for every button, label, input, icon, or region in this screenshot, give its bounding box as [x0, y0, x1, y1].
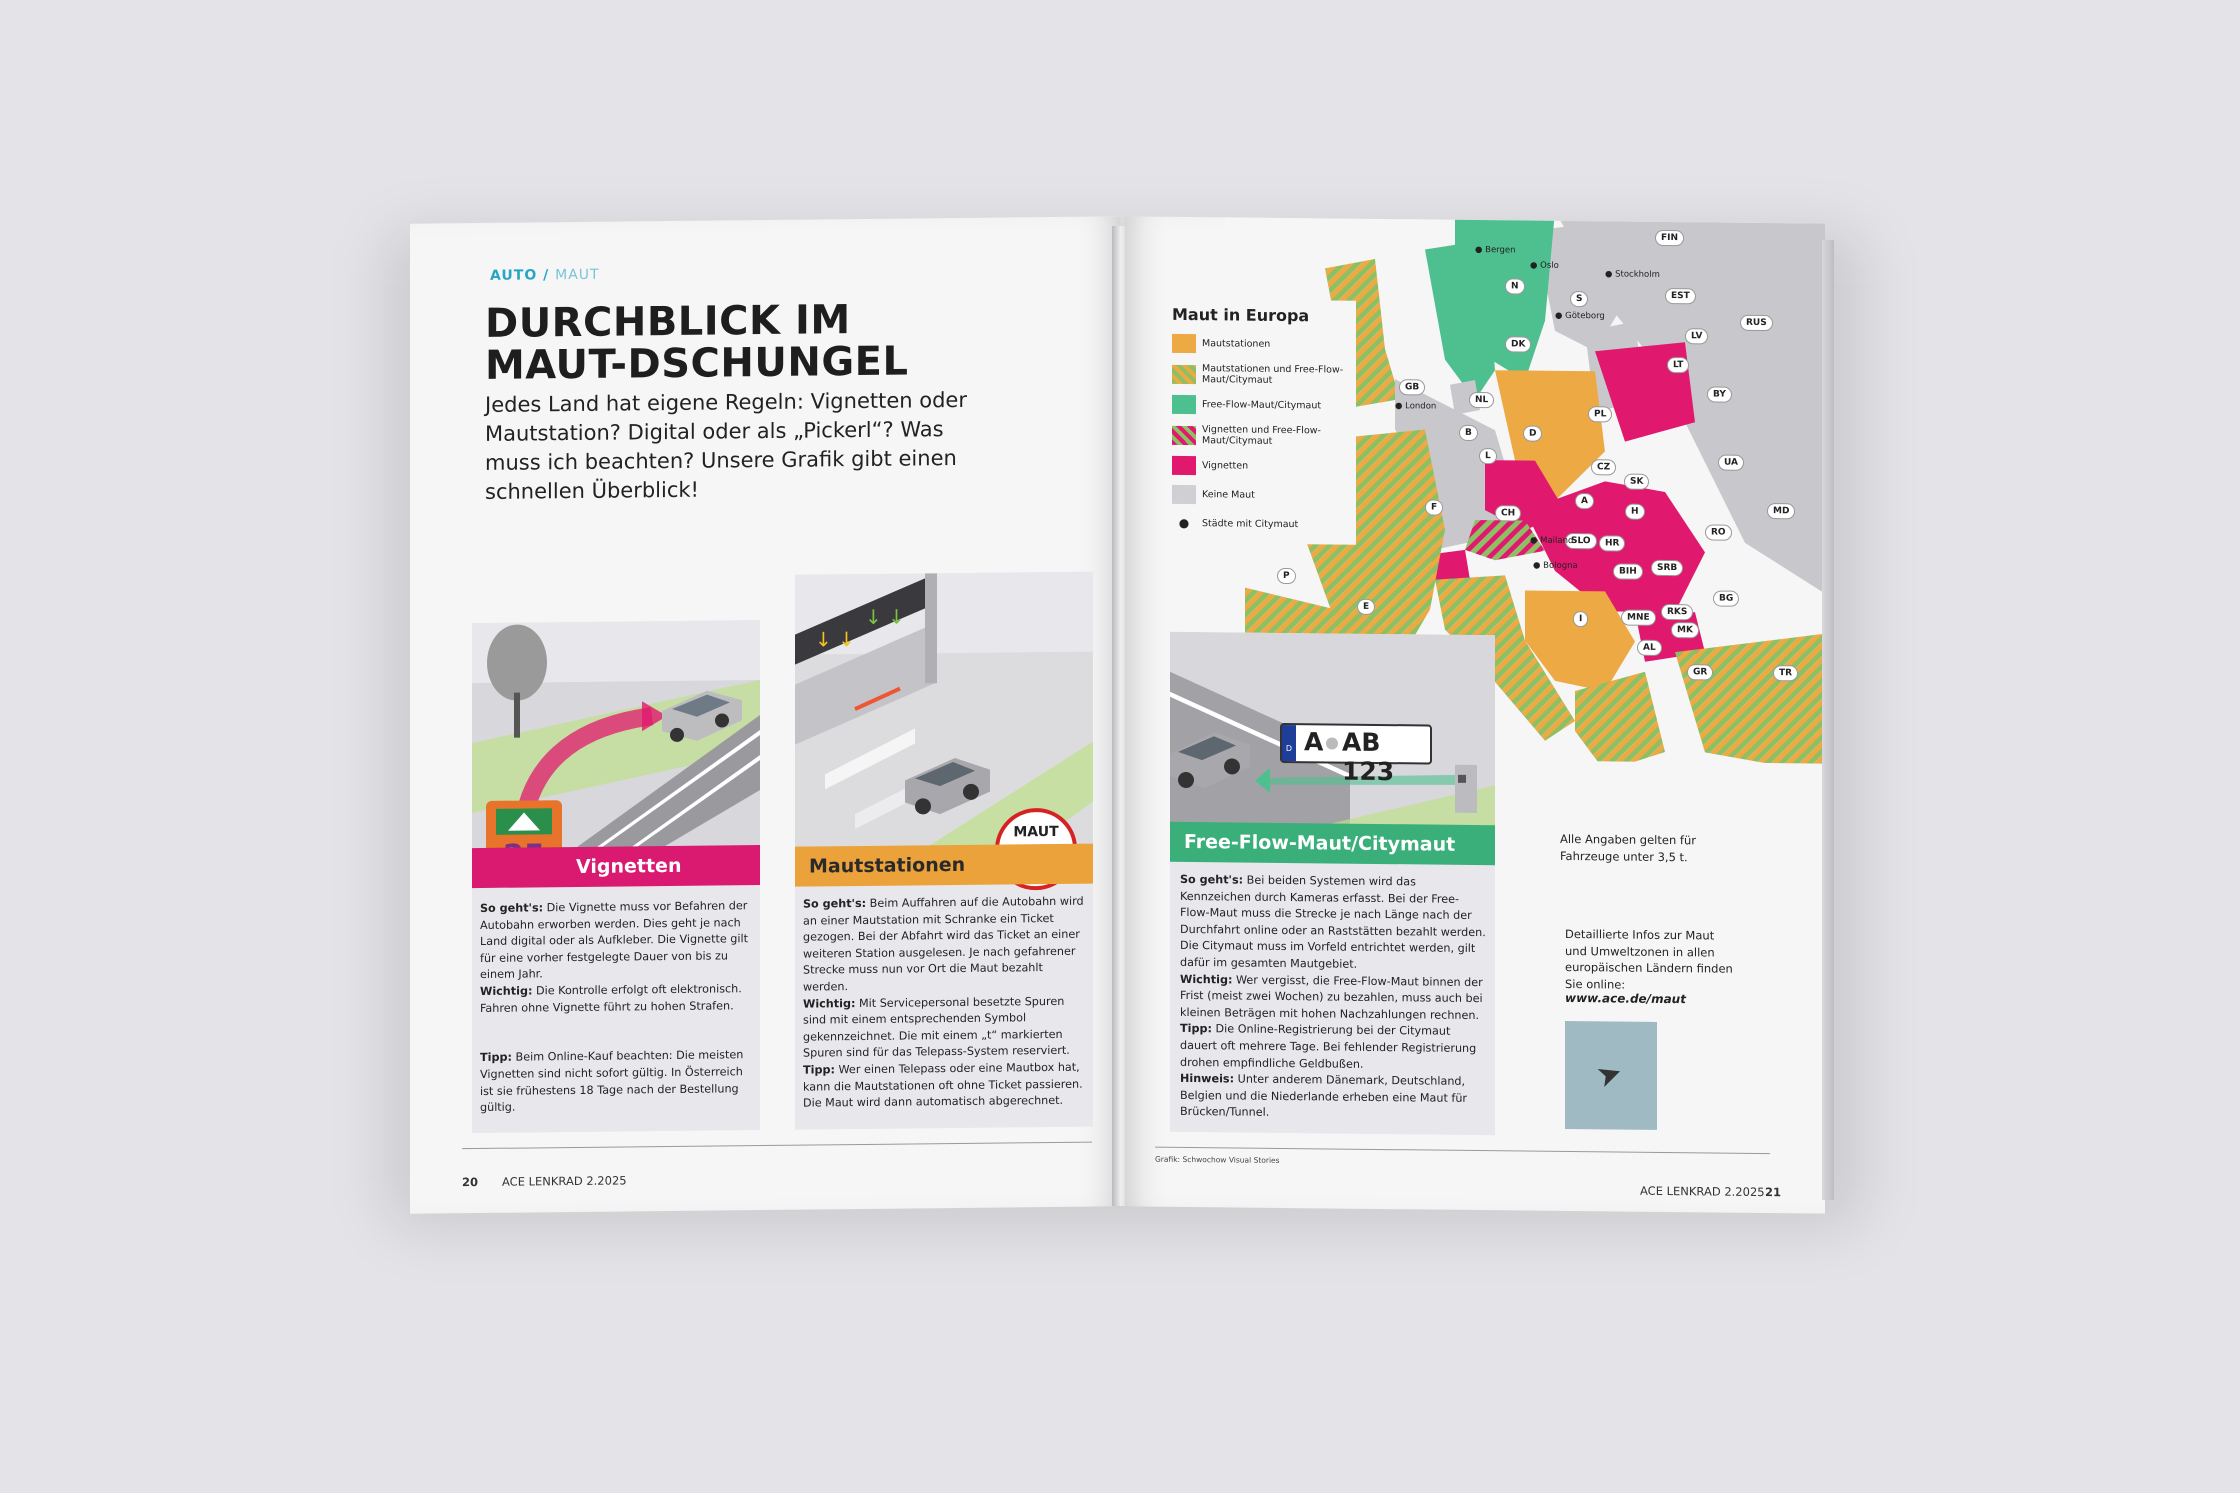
svg-text:↓ ↓: ↓ ↓: [815, 627, 855, 652]
country-label: FIN: [1655, 230, 1684, 246]
vignetten-text: So geht's: Die Vignette muss vor Befahren der Autobahn erworben werden. Dies geht je nach Land digital oder als Aufkleber. Die Vignette gilt für eine vorher festgelegte Dauer von bis zu einem Jahr. Wichtig: Die Kontrolle erfolgt oft elektronisch. Fahren ohne Vignette führt zu hohen Strafen. Tipp: Beim Online-Kauf beachten: Die meisten Vignetten sind nicht sofort gültig. In Österreich ist sie frühestens 18 Tage nach der Bestellung gültig.: [480, 899, 748, 1115]
country-label: CZ: [1591, 459, 1616, 475]
plate-seal-icon: [1326, 737, 1338, 749]
country-label: B: [1459, 425, 1478, 441]
maut-sign: MAUT: [995, 808, 1077, 891]
country-label: RUS: [1740, 315, 1773, 331]
legend-item: Free-Flow-Maut/Citymaut: [1172, 395, 1352, 416]
legend-item: Vignetten und Free-Flow-Maut/Citymaut: [1172, 424, 1352, 448]
city-label: ● Bergen: [1475, 245, 1516, 256]
page-number-right: 21: [1765, 1185, 1782, 1200]
page-number-left: 20: [462, 1175, 479, 1190]
ace-link[interactable]: www.ace.de/maut: [1565, 990, 1686, 1007]
left-page: [410, 216, 1120, 1213]
svg-text:↓ ↓: ↓ ↓: [865, 604, 905, 629]
country-label: MK: [1671, 622, 1699, 638]
country-label: H: [1625, 504, 1645, 520]
country-label: LT: [1667, 357, 1689, 373]
legend-item: ● Städte mit Citymaut: [1172, 514, 1352, 535]
legend-item: Keine Maut: [1172, 485, 1352, 506]
right-page: [1125, 216, 1825, 1213]
country-label: L: [1479, 448, 1497, 464]
motorway-icon: [508, 812, 540, 830]
lead-text: Jedes Land hat eigene Regeln: Vignetten oder Mautstation? Digital oder als „Pickerl“? Was muss ich beachten? Unsere Grafik gibt einen schnellen Überblick!: [485, 387, 967, 504]
freeflow-text: So geht's: Bei beiden Systemen wird das Kennzeichen durch Kameras erfasst. Bei der Free-Flow-Maut muss die Strecke je nach Länge nach der Durchfahrt online oder an Raststätten bezahlt werden. Die Citymaut muss im Vorfeld entrichtet werden, gilt dafür im gesamten Mautgebiet. Wichtig: Wer vergisst, die Free-Flow-Maut binnen der Frist (meist zwei Wochen) zu bezahlen, muss auch bei kleinen Beträgen mit hohen Nachzahlungen rechnen. Tipp: Die Online-Registrierung bei der Citymaut dauert oft mehrere Tage. Bei fehlender Registrierung drohen empfindliche Geldbußen. Hinweis: Unter anderem Dänemark, Deutschland, Belgien und die Niederlande erheben eine Maut für Brücken/Tunnel.: [1180, 872, 1486, 1120]
qr-placeholder[interactable]: [1565, 1021, 1657, 1130]
map-title: Maut in Europa: [1172, 304, 1310, 326]
country-label: P: [1277, 568, 1296, 584]
legend-item: Mautstationen: [1172, 334, 1352, 355]
city-dot-icon: ●: [1178, 515, 1190, 531]
freeflow-card: [1170, 632, 1495, 1135]
country-label: A: [1575, 493, 1594, 509]
freeflow-heading: Free-Flow-Maut/Citymaut: [1170, 822, 1495, 865]
legend-item: Vignetten: [1172, 456, 1352, 477]
country-label: HR: [1599, 535, 1625, 551]
license-plate: D A AB 123: [1280, 723, 1432, 765]
section-label: AUTO / MAUT: [490, 266, 600, 284]
country-label: UA: [1718, 455, 1744, 471]
country-label: MNE: [1621, 610, 1656, 626]
footer-rule-right: [1155, 1147, 1770, 1154]
mautstationen-heading: Mautstationen: [795, 844, 1093, 887]
country-label: SRB: [1651, 560, 1683, 576]
city-label: ● Göteborg: [1555, 310, 1605, 322]
map-legend: [1170, 299, 1356, 545]
country-label: LV: [1685, 328, 1708, 344]
city-label: ● London: [1395, 401, 1437, 412]
legend-item: Mautstationen und Free-Flow-Maut/Citymaut: [1172, 363, 1352, 387]
country-label: D: [1523, 426, 1542, 442]
country-label: N: [1505, 278, 1525, 294]
country-label: EST: [1665, 288, 1696, 304]
country-label: GB: [1399, 379, 1425, 395]
country-label: E: [1357, 599, 1375, 615]
city-label: ● Mailand: [1530, 535, 1574, 547]
vignetten-card: [472, 620, 760, 1133]
graphic-credit: Grafik: Schwochow Visual Stories: [1155, 1154, 1280, 1165]
city-label: ● Oslo: [1530, 260, 1559, 271]
magazine-name-left: ACE LENKRAD 2.2025: [502, 1173, 627, 1189]
country-label: SLO: [1565, 533, 1597, 549]
country-label: F: [1425, 499, 1443, 515]
footer-rule: [462, 1142, 1092, 1150]
country-label: RKS: [1661, 604, 1693, 620]
country-label: BIH: [1613, 563, 1643, 579]
country-label: I: [1573, 611, 1588, 627]
cursor-arrow-icon: ➤: [1591, 1054, 1628, 1096]
city-label: ● Bologna: [1533, 560, 1578, 572]
country-label: PL: [1588, 406, 1612, 422]
country-label: NL: [1469, 392, 1494, 408]
weight-note: Alle Angaben gelten für Fahrzeuge unter 3,5 t.: [1560, 831, 1696, 864]
country-label: BY: [1707, 386, 1732, 402]
magazine-name-right: ACE LENKRAD 2.2025: [1640, 1183, 1765, 1200]
mautstationen-card: [795, 572, 1093, 1130]
country-label: S: [1570, 291, 1588, 307]
mautstationen-text: So geht's: Beim Auffahren auf die Autobahn wird an einer Mautstation mit Schranke ein Ticket gezogen. Bei der Abfahrt wird das Ticket an einer weiteren Station ausgelesen. Je nach gefahrener Strecke muss nun vor Ort die Maut bezahlt werden. Wichtig: Mit Servicepersonal besetzte Spuren sind mit einem entsprechenden Symbol gekennzeichnet. Die mit einem „t“ markierten Spuren sind für das Telepass-System reserviert. Tipp: Wer einen Telepass oder eine Mautbox hat, kann die Mautstationen oft ohne Ticket passieren. Die Maut wird dann automatisch abgerechnet.: [803, 894, 1084, 1110]
page-edges: [1822, 240, 1834, 1200]
country-label: RO: [1705, 524, 1732, 540]
country-label: MD: [1767, 503, 1795, 519]
country-label: AL: [1637, 640, 1662, 656]
vignetten-heading: Vignetten: [472, 845, 760, 888]
country-label: BG: [1713, 590, 1739, 606]
country-label: SK: [1624, 474, 1649, 490]
city-label: ● Stockholm: [1605, 269, 1660, 280]
country-label: TR: [1773, 665, 1798, 681]
info-note: Detaillierte Infos zur Maut und Umweltzonen in allen europäischen Ländern finden Sie online:: [1565, 926, 1733, 992]
country-label: GR: [1687, 664, 1713, 680]
page-title: DURCHBLICK IM MAUT-DSCHUNGEL: [485, 297, 909, 389]
country-label: DK: [1505, 336, 1531, 352]
country-label: CH: [1495, 505, 1521, 521]
